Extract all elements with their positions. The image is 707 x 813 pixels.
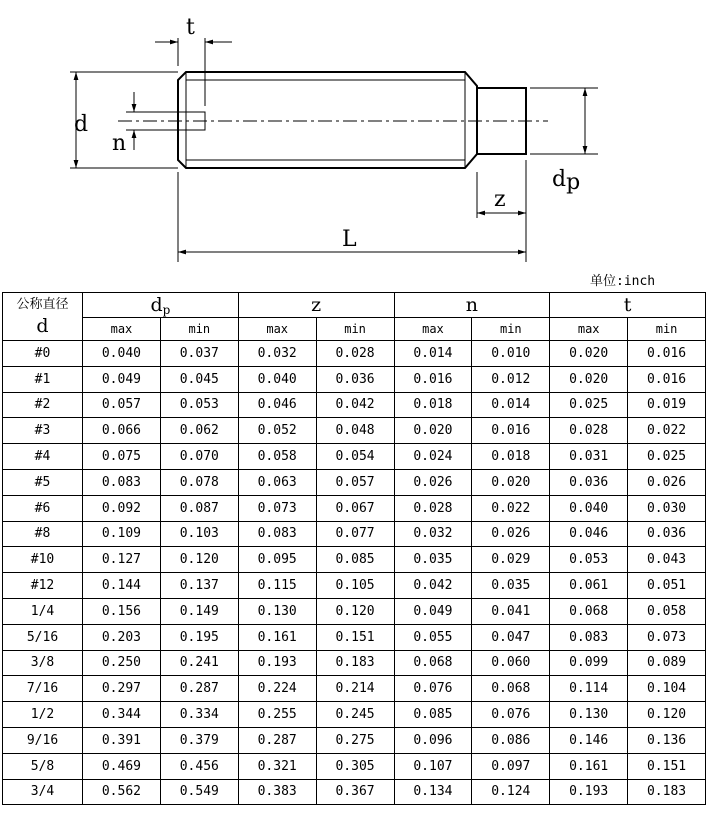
value-cell: 0.562 <box>83 779 161 805</box>
value-cell: 0.036 <box>628 521 706 547</box>
value-cell: 0.224 <box>238 676 316 702</box>
value-cell: 0.048 <box>316 418 394 444</box>
nominal-diameter-header <box>3 293 83 341</box>
unit-label: 单位:inch <box>590 274 656 289</box>
value-cell: 0.032 <box>238 341 316 367</box>
size-cell: #8 <box>3 521 83 547</box>
value-cell: 0.018 <box>394 392 472 418</box>
table-row <box>3 444 706 470</box>
value-cell: 0.103 <box>160 521 238 547</box>
value-cell: 0.037 <box>160 341 238 367</box>
value-cell: 0.287 <box>160 676 238 702</box>
value-cell: 0.020 <box>550 341 628 367</box>
value-cell: 0.305 <box>316 753 394 779</box>
value-cell: 0.016 <box>628 341 706 367</box>
value-cell: 0.092 <box>83 495 161 521</box>
value-cell: 0.010 <box>472 341 550 367</box>
value-cell: 0.054 <box>316 444 394 470</box>
size-cell: #4 <box>3 444 83 470</box>
value-cell: 0.025 <box>628 444 706 470</box>
value-cell: 0.016 <box>628 366 706 392</box>
value-cell: 0.161 <box>550 753 628 779</box>
value-cell: 0.096 <box>394 727 472 753</box>
size-cell: #3 <box>3 418 83 444</box>
value-cell: 0.137 <box>160 573 238 599</box>
value-cell: 0.051 <box>628 573 706 599</box>
table-row <box>3 650 706 676</box>
value-cell: 0.297 <box>83 676 161 702</box>
value-cell: 0.077 <box>316 521 394 547</box>
value-cell: 0.097 <box>472 753 550 779</box>
subheader-cell: min <box>316 318 394 341</box>
value-cell: 0.020 <box>472 469 550 495</box>
value-cell: 0.383 <box>238 779 316 805</box>
value-cell: 0.045 <box>160 366 238 392</box>
value-cell: 0.047 <box>472 624 550 650</box>
value-cell: 0.076 <box>394 676 472 702</box>
set-screw-drawing <box>0 0 707 268</box>
table-row <box>3 676 706 702</box>
value-cell: 0.028 <box>550 418 628 444</box>
value-cell: 0.070 <box>160 444 238 470</box>
size-cell: 3/8 <box>3 650 83 676</box>
table-row <box>3 779 706 805</box>
value-cell: 0.067 <box>316 495 394 521</box>
value-cell: 0.055 <box>394 624 472 650</box>
value-cell: 0.073 <box>238 495 316 521</box>
value-cell: 0.105 <box>316 573 394 599</box>
value-cell: 0.085 <box>316 547 394 573</box>
value-cell: 0.058 <box>238 444 316 470</box>
value-cell: 0.379 <box>160 727 238 753</box>
value-cell: 0.120 <box>628 702 706 728</box>
label-n: n <box>112 131 127 156</box>
size-cell: #1 <box>3 366 83 392</box>
label-d: d <box>74 112 89 137</box>
value-cell: 0.040 <box>550 495 628 521</box>
value-cell: 0.127 <box>83 547 161 573</box>
value-cell: 0.549 <box>160 779 238 805</box>
value-cell: 0.020 <box>394 418 472 444</box>
header-dp: dp <box>83 293 239 318</box>
value-cell: 0.115 <box>238 573 316 599</box>
value-cell: 0.049 <box>83 366 161 392</box>
label-L: L <box>342 227 357 252</box>
value-cell: 0.214 <box>316 676 394 702</box>
value-cell: 0.066 <box>83 418 161 444</box>
value-cell: 0.043 <box>628 547 706 573</box>
value-cell: 0.334 <box>160 702 238 728</box>
value-cell: 0.035 <box>472 573 550 599</box>
value-cell: 0.040 <box>83 341 161 367</box>
table-row <box>3 521 706 547</box>
screw-outline <box>178 72 526 168</box>
value-cell: 0.041 <box>472 598 550 624</box>
value-cell: 0.130 <box>550 702 628 728</box>
value-cell: 0.161 <box>238 624 316 650</box>
value-cell: 0.193 <box>238 650 316 676</box>
value-cell: 0.046 <box>550 521 628 547</box>
value-cell: 0.321 <box>238 753 316 779</box>
value-cell: 0.026 <box>394 469 472 495</box>
value-cell: 0.367 <box>316 779 394 805</box>
value-cell: 0.287 <box>238 727 316 753</box>
value-cell: 0.124 <box>472 779 550 805</box>
subheader-cell: min <box>472 318 550 341</box>
value-cell: 0.130 <box>238 598 316 624</box>
size-cell: #6 <box>3 495 83 521</box>
size-cell: 5/16 <box>3 624 83 650</box>
table-row <box>3 469 706 495</box>
value-cell: 0.053 <box>160 392 238 418</box>
value-cell: 0.016 <box>472 418 550 444</box>
value-cell: 0.076 <box>472 702 550 728</box>
dimension-table <box>2 292 706 805</box>
value-cell: 0.022 <box>628 418 706 444</box>
header-row-symbols <box>3 293 706 318</box>
value-cell: 0.083 <box>83 469 161 495</box>
label-z: z <box>494 187 506 212</box>
value-cell: 0.151 <box>628 753 706 779</box>
nominal-diameter-symbol: d <box>36 314 49 337</box>
value-cell: 0.036 <box>316 366 394 392</box>
label-t: t <box>186 15 195 40</box>
subheader-cell: max <box>394 318 472 341</box>
size-cell: #0 <box>3 341 83 367</box>
value-cell: 0.029 <box>472 547 550 573</box>
value-cell: 0.086 <box>472 727 550 753</box>
value-cell: 0.036 <box>550 469 628 495</box>
value-cell: 0.068 <box>472 676 550 702</box>
value-cell: 0.030 <box>628 495 706 521</box>
value-cell: 0.026 <box>472 521 550 547</box>
value-cell: 0.085 <box>394 702 472 728</box>
size-cell: 3/4 <box>3 779 83 805</box>
value-cell: 0.344 <box>83 702 161 728</box>
value-cell: 0.068 <box>550 598 628 624</box>
subheader-cell: max <box>550 318 628 341</box>
value-cell: 0.255 <box>238 702 316 728</box>
value-cell: 0.020 <box>550 366 628 392</box>
value-cell: 0.183 <box>316 650 394 676</box>
table-row <box>3 702 706 728</box>
value-cell: 0.099 <box>550 650 628 676</box>
value-cell: 0.089 <box>628 650 706 676</box>
value-cell: 0.391 <box>83 727 161 753</box>
value-cell: 0.042 <box>394 573 472 599</box>
header-row-limits <box>3 318 706 341</box>
header-z: z <box>238 293 394 318</box>
value-cell: 0.061 <box>550 573 628 599</box>
value-cell: 0.052 <box>238 418 316 444</box>
table-row <box>3 366 706 392</box>
value-cell: 0.049 <box>394 598 472 624</box>
value-cell: 0.040 <box>238 366 316 392</box>
value-cell: 0.014 <box>472 392 550 418</box>
header-t: t <box>550 293 706 318</box>
table-row <box>3 392 706 418</box>
value-cell: 0.046 <box>238 392 316 418</box>
value-cell: 0.073 <box>628 624 706 650</box>
value-cell: 0.014 <box>394 341 472 367</box>
table-row <box>3 341 706 367</box>
subheader-cell: max <box>238 318 316 341</box>
nominal-diameter-label: 公称直径 <box>16 296 69 312</box>
value-cell: 0.062 <box>160 418 238 444</box>
size-cell: 5/8 <box>3 753 83 779</box>
table-row <box>3 727 706 753</box>
value-cell: 0.203 <box>83 624 161 650</box>
value-cell: 0.083 <box>550 624 628 650</box>
size-cell: 7/16 <box>3 676 83 702</box>
value-cell: 0.031 <box>550 444 628 470</box>
value-cell: 0.151 <box>316 624 394 650</box>
value-cell: 0.019 <box>628 392 706 418</box>
label-dp: dp <box>552 167 581 195</box>
value-cell: 0.156 <box>83 598 161 624</box>
value-cell: 0.107 <box>394 753 472 779</box>
value-cell: 0.012 <box>472 366 550 392</box>
value-cell: 0.032 <box>394 521 472 547</box>
value-cell: 0.057 <box>316 469 394 495</box>
value-cell: 0.087 <box>160 495 238 521</box>
value-cell: 0.149 <box>160 598 238 624</box>
size-cell: 1/4 <box>3 598 83 624</box>
value-cell: 0.060 <box>472 650 550 676</box>
value-cell: 0.095 <box>238 547 316 573</box>
size-cell: #2 <box>3 392 83 418</box>
subheader-cell: min <box>160 318 238 341</box>
size-cell: #12 <box>3 573 83 599</box>
value-cell: 0.024 <box>394 444 472 470</box>
size-cell: #10 <box>3 547 83 573</box>
header-n: n <box>394 293 550 318</box>
value-cell: 0.068 <box>394 650 472 676</box>
value-cell: 0.104 <box>628 676 706 702</box>
size-cell: 1/2 <box>3 702 83 728</box>
value-cell: 0.134 <box>394 779 472 805</box>
value-cell: 0.028 <box>394 495 472 521</box>
value-cell: 0.193 <box>550 779 628 805</box>
value-cell: 0.025 <box>550 392 628 418</box>
value-cell: 0.028 <box>316 341 394 367</box>
value-cell: 0.026 <box>628 469 706 495</box>
table-row <box>3 547 706 573</box>
value-cell: 0.042 <box>316 392 394 418</box>
table-row <box>3 418 706 444</box>
value-cell: 0.275 <box>316 727 394 753</box>
value-cell: 0.146 <box>550 727 628 753</box>
value-cell: 0.083 <box>238 521 316 547</box>
value-cell: 0.136 <box>628 727 706 753</box>
value-cell: 0.120 <box>316 598 394 624</box>
value-cell: 0.109 <box>83 521 161 547</box>
value-cell: 0.053 <box>550 547 628 573</box>
value-cell: 0.456 <box>160 753 238 779</box>
value-cell: 0.245 <box>316 702 394 728</box>
value-cell: 0.114 <box>550 676 628 702</box>
value-cell: 0.120 <box>160 547 238 573</box>
value-cell: 0.022 <box>472 495 550 521</box>
value-cell: 0.018 <box>472 444 550 470</box>
value-cell: 0.058 <box>628 598 706 624</box>
subheader-cell: max <box>83 318 161 341</box>
table-row <box>3 495 706 521</box>
value-cell: 0.078 <box>160 469 238 495</box>
value-cell: 0.250 <box>83 650 161 676</box>
value-cell: 0.144 <box>83 573 161 599</box>
size-cell: #5 <box>3 469 83 495</box>
value-cell: 0.016 <box>394 366 472 392</box>
table-row <box>3 624 706 650</box>
value-cell: 0.469 <box>83 753 161 779</box>
value-cell: 0.057 <box>83 392 161 418</box>
subheader-cell: min <box>628 318 706 341</box>
table-row <box>3 573 706 599</box>
value-cell: 0.035 <box>394 547 472 573</box>
value-cell: 0.075 <box>83 444 161 470</box>
value-cell: 0.183 <box>628 779 706 805</box>
table-row <box>3 598 706 624</box>
table-row <box>3 753 706 779</box>
value-cell: 0.063 <box>238 469 316 495</box>
value-cell: 0.195 <box>160 624 238 650</box>
value-cell: 0.241 <box>160 650 238 676</box>
size-cell: 9/16 <box>3 727 83 753</box>
